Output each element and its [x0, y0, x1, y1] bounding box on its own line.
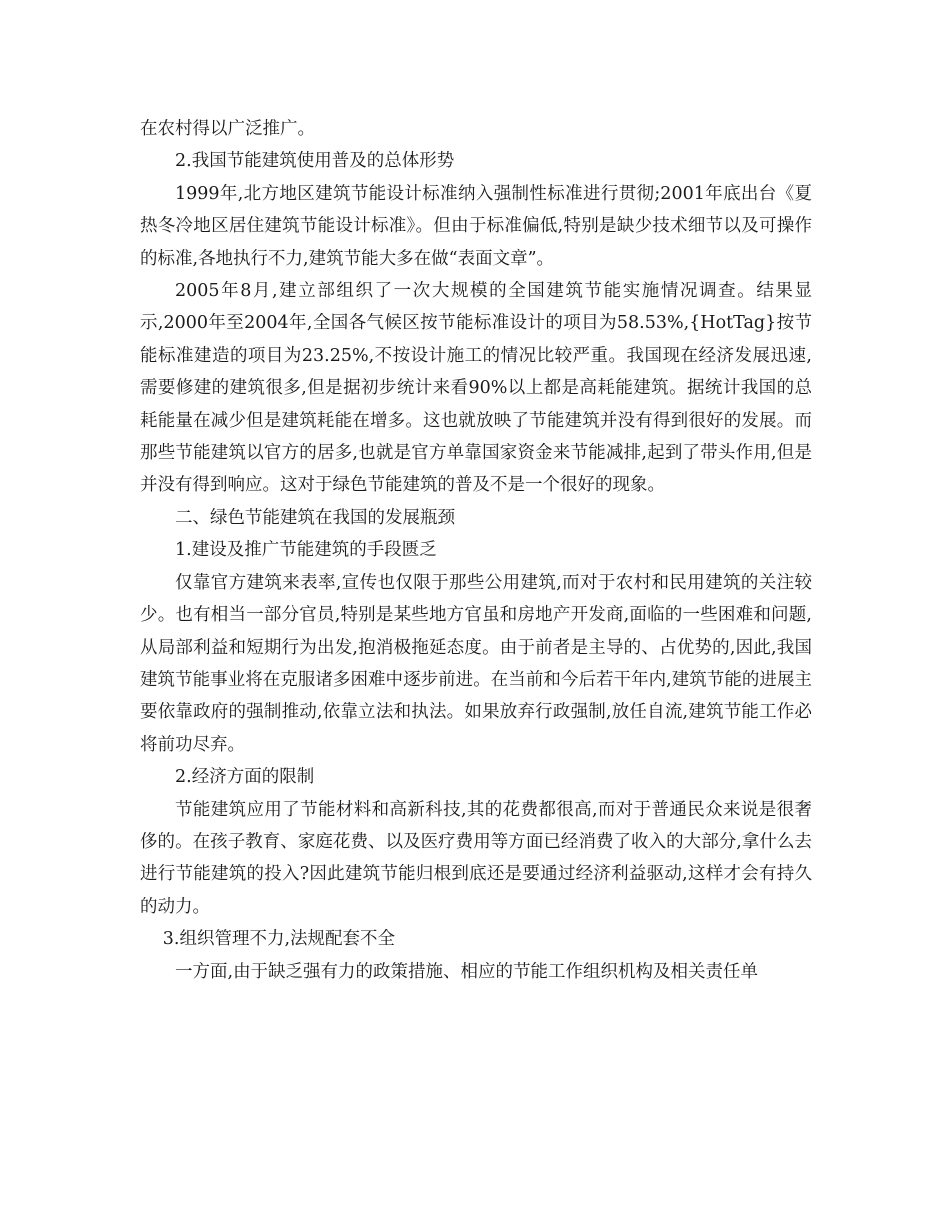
section-heading-3-management: 3.组织管理不力,法规配套不全: [162, 929, 396, 950]
paragraph-survey: 2005年8月,建立部组织了一次大规模的全国建筑节能实施情况调查。结果显示,2000年至2004年,全国各气候区按节能标准设计的项目为58.53%,{HotTag}按节能标准建造的项目为23.25%,不按设计施工的情况比较严重。我国现在经济发展迅速,需要修建的建筑很多,但是据初步统计来看90%以上都是高耗能建筑。据统计我国的总耗能量在减少但是建筑耗能在增多。这也就放映了节能建筑并没有得到很好的发展。而那些节能建筑以官方的居多,也就是官方单靠国家资金来节能减排,起到了带头作用,但是并没有得到响应。这对于绿色节能建筑的普及不是一个很好的现象。: [140, 281, 812, 496]
paragraph-economy: 节能建筑应用了节能材料和高新科技,其的花费都很高,而对于普通民众来说是很奢侈的。在孩子教育、家庭花费、以及医疗费用等方面已经消费了收入的大部分,拿什么去进行节能建筑的投入?因此建筑节能归根到底还是要通过经济利益驱动,这样才会有持久的动力。: [140, 799, 812, 917]
document-body: [140, 113, 812, 988]
paragraph-continuation: 在农村得以广泛推广。: [140, 119, 315, 139]
chapter-heading-bottleneck: 二、绿色节能建筑在我国的发展瓶颈: [175, 507, 455, 528]
paragraph-means: 仅靠官方建筑来表率,宣传也仅限于那些公用建筑,而对于农村和民用建筑的关注较少。也有相当一部分官员,特别是某些地方官虽和房地产开发商,面临的一些困难和问题,从局部利益和短期行为出发,抱消极拖延态度。由于前者是主导的、占优势的,因此,我国建筑节能事业将在克服诸多困难中逐步前进。在当前和今后若干年内,建筑节能的进展主要依靠政府的强制推动,依靠立法和执法。如果放弃行政强制,放任自流,建筑节能工作必将前功尽弃。: [140, 572, 812, 755]
paragraph-standards: 1999年,北方地区建筑节能设计标准纳入强制性标准进行贯彻;2001年底出台《夏热冬冷地区居住建筑节能设计标准》。但由于标准偏低,特别是缺少技术细节以及可操作的标准,各地执行不力,建筑节能大多在做“表面文章”。: [140, 183, 812, 269]
section-heading-2-economy: 2.经济方面的限制: [175, 767, 315, 788]
section-heading-1-means: 1.建设及推广节能建筑的手段匮乏: [175, 540, 437, 561]
section-heading-2: 2.我国节能建筑使用普及的总体形势: [175, 151, 455, 172]
paragraph-management: 一方面,由于缺乏强有力的政策措施、相应的节能工作组织机构及相关责任单: [175, 961, 759, 982]
